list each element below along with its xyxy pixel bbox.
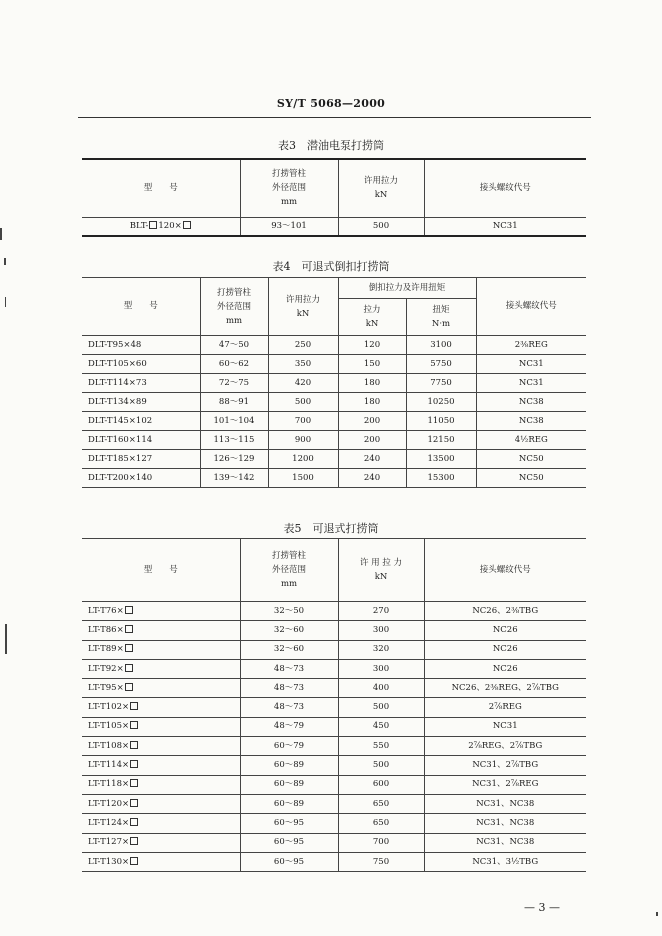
placeholder-box [125,606,133,614]
table4-cell-range: 113～115 [200,431,268,450]
table-row [82,814,586,833]
table4-header-thread: 接头螺纹代号 [476,278,586,336]
table4-cell-model: DLT-T114×73 [82,374,200,393]
table5-cell-thread: NC26、2⅜REG、2⅞TBG [424,679,586,698]
table3-caption: 表3 潜油电泵打捞筒 [278,139,384,152]
table5-caption: 表5 可退式打捞筒 [283,522,379,535]
table-row [82,717,586,736]
table4-cell-model: DLT-T145×102 [82,412,200,431]
table4-cell-pull: 200 [338,412,406,431]
model-text: LT-T118× [88,779,130,790]
table4-cell-load: 250 [268,336,338,355]
table5-header-load: 许 用 拉 力 kN [338,539,424,602]
table-row [82,374,586,393]
table4-cell-torque: 12150 [406,431,476,450]
table-row [82,621,586,640]
table5-cell-range: 48～73 [240,659,338,678]
model-text: LT-T92× [88,663,124,674]
placeholder-box [125,664,133,672]
table5-cell-thread: NC31、NC38 [424,814,586,833]
table5-cell-range: 32～50 [240,602,338,621]
scan-mark [5,297,6,307]
table5-cell-thread: NC31、NC38 [424,794,586,813]
table4-cell-torque: 11050 [406,412,476,431]
table5-cell-model [82,737,240,756]
table-row [82,833,586,852]
table5-cell-load: 650 [338,794,424,813]
table3 [82,158,586,237]
table5-cell-model [82,698,240,717]
table-row [82,469,586,488]
table5-cell-load: 500 [338,698,424,717]
table5-cell-thread: NC26 [424,621,586,640]
scan-mark [656,912,658,916]
table4-cell-model: DLT-T185×127 [82,450,200,469]
table5-cell-range: 60～95 [240,833,338,852]
table4-header-torque: 扭矩 N·m [406,299,476,336]
table4-cell-range: 126～129 [200,450,268,469]
table4-cell-model: DLT-T134×89 [82,393,200,412]
table-row [82,336,586,355]
table3-header-load: 许用拉力 kN [338,159,424,217]
table5-cell-thread: NC31、2⅞REG [424,775,586,794]
table4-cell-thread: NC31 [476,374,586,393]
table5-cell-load: 320 [338,640,424,659]
table5-cell-model [82,659,240,678]
table5-cell-load: 300 [338,621,424,640]
table5-cell-load: 400 [338,679,424,698]
table5-cell-model [82,852,240,871]
table4-cell-load: 1500 [268,469,338,488]
table5-cell-model [82,756,240,775]
table-row [82,602,586,621]
table4-cell-model: DLT-T200×140 [82,469,200,488]
table5-cell-model [82,621,240,640]
table4-cell-range: 139～142 [200,469,268,488]
table-row [82,431,586,450]
scan-mark [5,624,7,654]
table5-cell-model [82,640,240,659]
table4-header-range: 打捞管柱 外径范围 mm [200,278,268,336]
table4-cell-torque: 10250 [406,393,476,412]
table4-caption: 表4 可退式倒扣打捞筒 [272,260,390,273]
table5-cell-range: 48～73 [240,679,338,698]
placeholder-box [130,799,138,807]
model-text: LT-T86× [88,624,124,635]
model-text: LT-T127× [88,837,130,848]
table4-cell-thread: 2⅜REG [476,336,586,355]
table4-cell-model: DLT-T95×48 [82,336,200,355]
table4-cell-model: DLT-T105×60 [82,355,200,374]
header-rule [78,117,591,118]
table5-cell-model [82,814,240,833]
model-text: LT-T76× [88,605,124,616]
table3-header-thread: 接头螺纹代号 [424,159,586,217]
table-row [82,412,586,431]
table5-header-thread: 接头螺纹代号 [424,539,586,602]
table5-cell-load: 450 [338,717,424,736]
table-row [82,450,586,469]
placeholder-box [125,625,133,633]
table4-header-model: 型 号 [82,278,200,336]
model-text: LT-T108× [88,740,130,751]
table5-cell-range: 32～60 [240,640,338,659]
table4-cell-load: 700 [268,412,338,431]
table4-header-pull: 拉力 kN [338,299,406,336]
table4-cell-torque: 5750 [406,355,476,374]
table4-cell-thread: NC38 [476,412,586,431]
table4-cell-torque: 15300 [406,469,476,488]
table4-cell-thread: 4½REG [476,431,586,450]
table4-cell-load: 1200 [268,450,338,469]
table5-cell-range: 60～89 [240,756,338,775]
placeholder-box [130,760,138,768]
placeholder-box [125,644,133,652]
table5-cell-thread: NC31、2⅞TBG [424,756,586,775]
placeholder-box [130,741,138,749]
table-row [82,852,586,871]
model-text: LT-T105× [88,721,130,732]
table4-cell-torque: 7750 [406,374,476,393]
placeholder-box [130,779,138,787]
table5-cell-range: 48～79 [240,717,338,736]
model-text: LT-T95× [88,682,124,693]
table5-header-model: 型 号 [82,539,240,602]
table4-cell-load: 500 [268,393,338,412]
table5-cell-load: 500 [338,756,424,775]
model-text: LT-T124× [88,817,130,828]
table5-cell-model [82,833,240,852]
table4-cell-thread: NC50 [476,469,586,488]
table5-header-range: 打捞管柱 外径范围 mm [240,539,338,602]
table4-cell-load: 900 [268,431,338,450]
table5-cell-load: 650 [338,814,424,833]
table5-cell-range: 60～89 [240,775,338,794]
table4-cell-range: 60～62 [200,355,268,374]
placeholder-box [130,857,138,865]
table4-cell-load: 350 [268,355,338,374]
table-row [82,756,586,775]
table3-cell-load: 500 [338,217,424,236]
table-row [82,698,586,717]
table4-cell-pull: 120 [338,336,406,355]
table5-cell-load: 270 [338,602,424,621]
table-row [82,737,586,756]
table5-cell-load: 700 [338,833,424,852]
table-row [82,640,586,659]
table5-cell-thread: NC31、3½TBG [424,852,586,871]
table5-cell-model [82,775,240,794]
model-text: LT-T130× [88,856,130,867]
table5-cell-thread: 2⅞REG、2⅞TBG [424,737,586,756]
table4-cell-range: 88～91 [200,393,268,412]
model-text: LT-T114× [88,760,130,771]
table4-cell-pull: 240 [338,450,406,469]
table4-header-load: 许用拉力 kN [268,278,338,336]
model-text: LT-T102× [88,702,130,713]
table4-cell-thread: NC38 [476,393,586,412]
table4-cell-range: 47～50 [200,336,268,355]
table5-cell-thread: NC31 [424,717,586,736]
table4-header-group: 倒扣拉力及许用扭矩 [338,278,476,299]
table4-cell-pull: 180 [338,374,406,393]
table5-cell-thread: NC26、2⅜TBG [424,602,586,621]
table4 [82,277,586,488]
table5-cell-load: 300 [338,659,424,678]
table4-cell-range: 72～75 [200,374,268,393]
table5-cell-range: 60～95 [240,852,338,871]
table4-cell-load: 420 [268,374,338,393]
table4-cell-pull: 180 [338,393,406,412]
table5-cell-thread: 2⅞REG [424,698,586,717]
model-text: LT-T89× [88,644,124,655]
table5-cell-load: 750 [338,852,424,871]
table4-cell-range: 101～104 [200,412,268,431]
table4-cell-pull: 150 [338,355,406,374]
table-row [82,679,586,698]
table-row [82,659,586,678]
table3-cell-thread: NC31 [424,217,586,236]
table4-cell-torque: 13500 [406,450,476,469]
table4-cell-thread: NC50 [476,450,586,469]
table5-cell-thread: NC31、NC38 [424,833,586,852]
placeholder-box [130,818,138,826]
table-row [82,775,586,794]
table5-cell-model [82,602,240,621]
table3-header-model: 型 号 [82,159,240,217]
table3-cell-model: BLT- 120× [82,217,240,236]
scan-mark [4,258,6,265]
table4-cell-thread: NC31 [476,355,586,374]
table-row [82,355,586,374]
placeholder-box [130,837,138,845]
table5-cell-range: 32～60 [240,621,338,640]
table5-cell-load: 550 [338,737,424,756]
placeholder-box [130,721,138,729]
table4-cell-torque: 3100 [406,336,476,355]
page-number: — 3 — [524,901,560,914]
model-text: LT-T120× [88,798,130,809]
table5-cell-thread: NC26 [424,640,586,659]
table5-cell-model [82,679,240,698]
table4-cell-pull: 200 [338,431,406,450]
placeholder-box [130,702,138,710]
table5-cell-range: 60～79 [240,737,338,756]
scan-mark [0,228,2,240]
table4-cell-model: DLT-T160×114 [82,431,200,450]
table4-cell-pull: 240 [338,469,406,488]
table5-cell-model [82,717,240,736]
table-row [82,794,586,813]
table5-cell-range: 60～89 [240,794,338,813]
table3-cell-range: 93～101 [240,217,338,236]
table3-header-range: 打捞管柱 外径范围 mm [240,159,338,217]
table5-cell-model [82,794,240,813]
table-row [82,217,586,236]
table5-cell-load: 600 [338,775,424,794]
table-row [82,393,586,412]
table5-cell-range: 48～73 [240,698,338,717]
placeholder-box [125,683,133,691]
table5-cell-thread: NC26 [424,659,586,678]
standard-number: SY/T 5068—2000 [276,97,386,110]
table5 [82,538,586,872]
table5-cell-range: 60～95 [240,814,338,833]
